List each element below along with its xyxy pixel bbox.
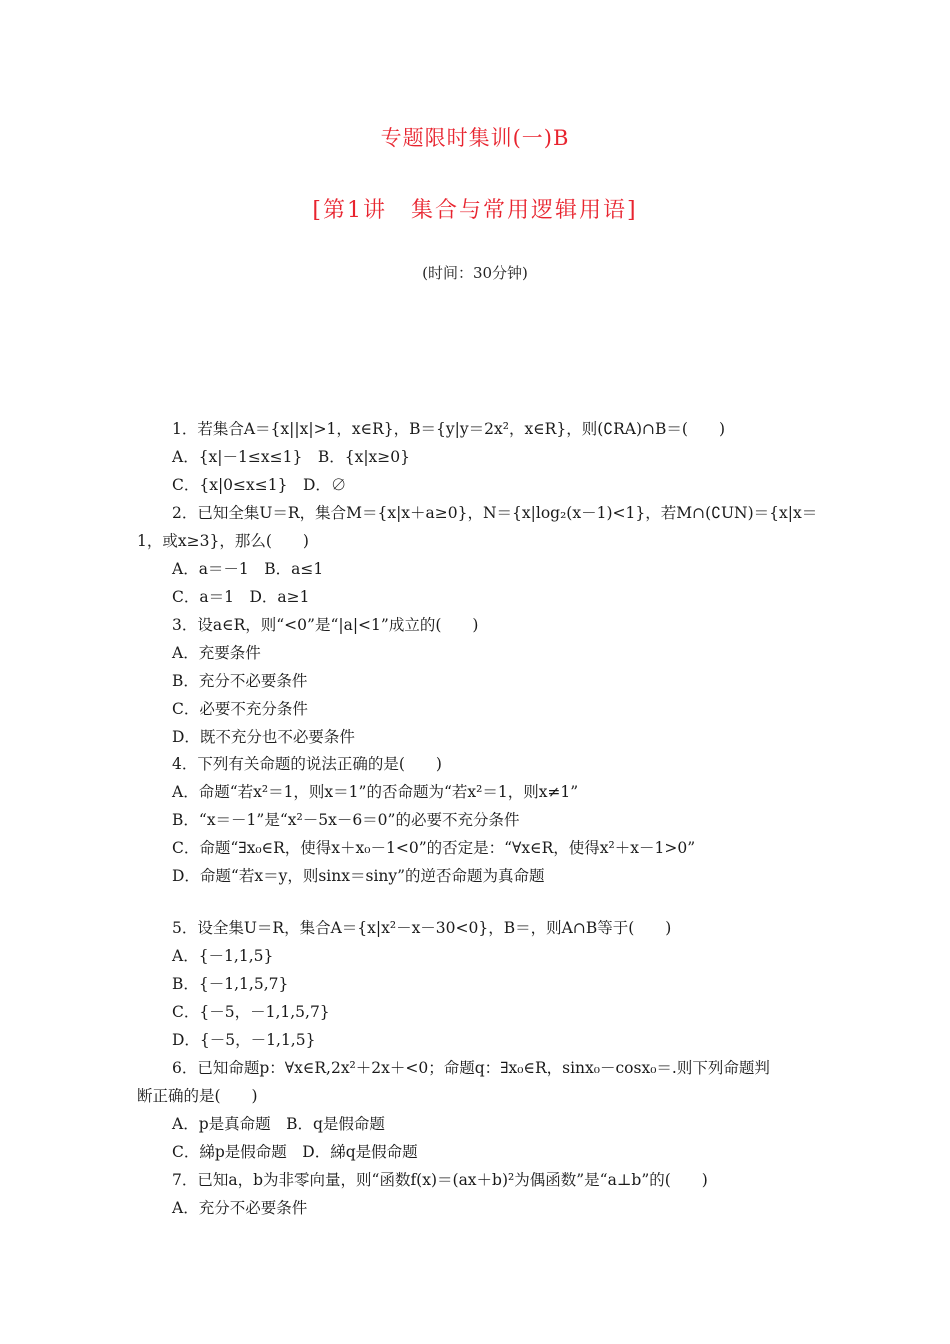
q3-option-a: A．充要条件 <box>172 644 261 662</box>
question-1: 1．若集合A＝{x||x|>1，x∈R}，B＝{y|y＝2x²，x∈R}，则(∁RA)∩B＝( ) <box>172 420 726 438</box>
q5-option-d: D．{－5，－1,1,5} <box>172 1031 316 1049</box>
q5-option-a: A．{－1,1,5} <box>172 947 274 965</box>
q2-options-cd: C．a＝1 D．a≥1 <box>172 588 310 606</box>
question-2: 2．已知全集U＝R，集合M＝{x|x＋a≥0}，N＝{x|log₂(x－1)<1}，若M∩(∁UN)＝{x|x＝ <box>172 504 818 522</box>
q3-option-b: B．充分不必要条件 <box>172 672 308 690</box>
q1-options-ab: A．{x|－1≤x≤1} B．{x|x≥0} <box>172 448 410 466</box>
q5-option-c: C．{－5，－1,1,5,7} <box>172 1003 330 1021</box>
q5-option-b: B．{－1,1,5,7} <box>172 975 289 993</box>
q3-option-d: D．既不充分也不必要条件 <box>172 728 355 746</box>
q2-options-ab: A．a＝－1 B．a≤1 <box>172 560 324 578</box>
q4-option-b: B．“x＝－1”是“x²－5x－6＝0”的必要不充分条件 <box>172 811 520 829</box>
q1-options-cd: C．{x|0≤x≤1} D．∅ <box>172 476 347 494</box>
question-4: 4．下列有关命题的说法正确的是( ) <box>172 755 442 773</box>
q4-option-a: A．命题“若x²＝1，则x＝1”的否命题为“若x²＝1，则x≠1” <box>172 783 579 801</box>
question-6-cont: 断正确的是( ) <box>137 1087 258 1105</box>
time-note: (时间：30分钟) <box>422 264 528 282</box>
question-2-cont: 1，或x≥3}，那么( ) <box>137 532 309 550</box>
q7-option-a: A．充分不必要条件 <box>172 1199 308 1217</box>
q6-options-ab: A．p是真命题 B．q是假命题 <box>172 1115 385 1133</box>
question-3: 3．设a∈R，则“<0”是“|a|<1”成立的( ) <box>172 616 479 634</box>
page-subtitle: [第1讲 集合与常用逻辑用语] <box>312 198 638 223</box>
question-6: 6．已知命题p：∀x∈R,2x²＋2x＋<0；命题q：∃x₀∈R，sinx₀－cosx₀＝.则下列命题判 <box>172 1059 770 1077</box>
q4-option-d: D．命题“若x＝y，则sinx＝siny”的逆否命题为真命题 <box>172 867 545 885</box>
q6-options-cd: C．綈p是假命题 D．綈q是假命题 <box>172 1143 418 1161</box>
q3-option-c: C．必要不充分条件 <box>172 700 308 718</box>
question-5: 5．设全集U＝R，集合A＝{x|x²－x－30<0}，B＝，则A∩B等于( ) <box>172 919 672 937</box>
question-7: 7．已知a，b为非零向量，则“函数f(x)＝(ax＋b)²为偶函数”是“a⊥b”的( ) <box>172 1171 708 1189</box>
q4-option-c: C．命题“∃x₀∈R，使得x＋x₀－1<0”的否定是：“∀x∈R，使得x²＋x－1>0” <box>172 839 696 857</box>
page-title: 专题限时集训(一)B <box>380 126 570 150</box>
